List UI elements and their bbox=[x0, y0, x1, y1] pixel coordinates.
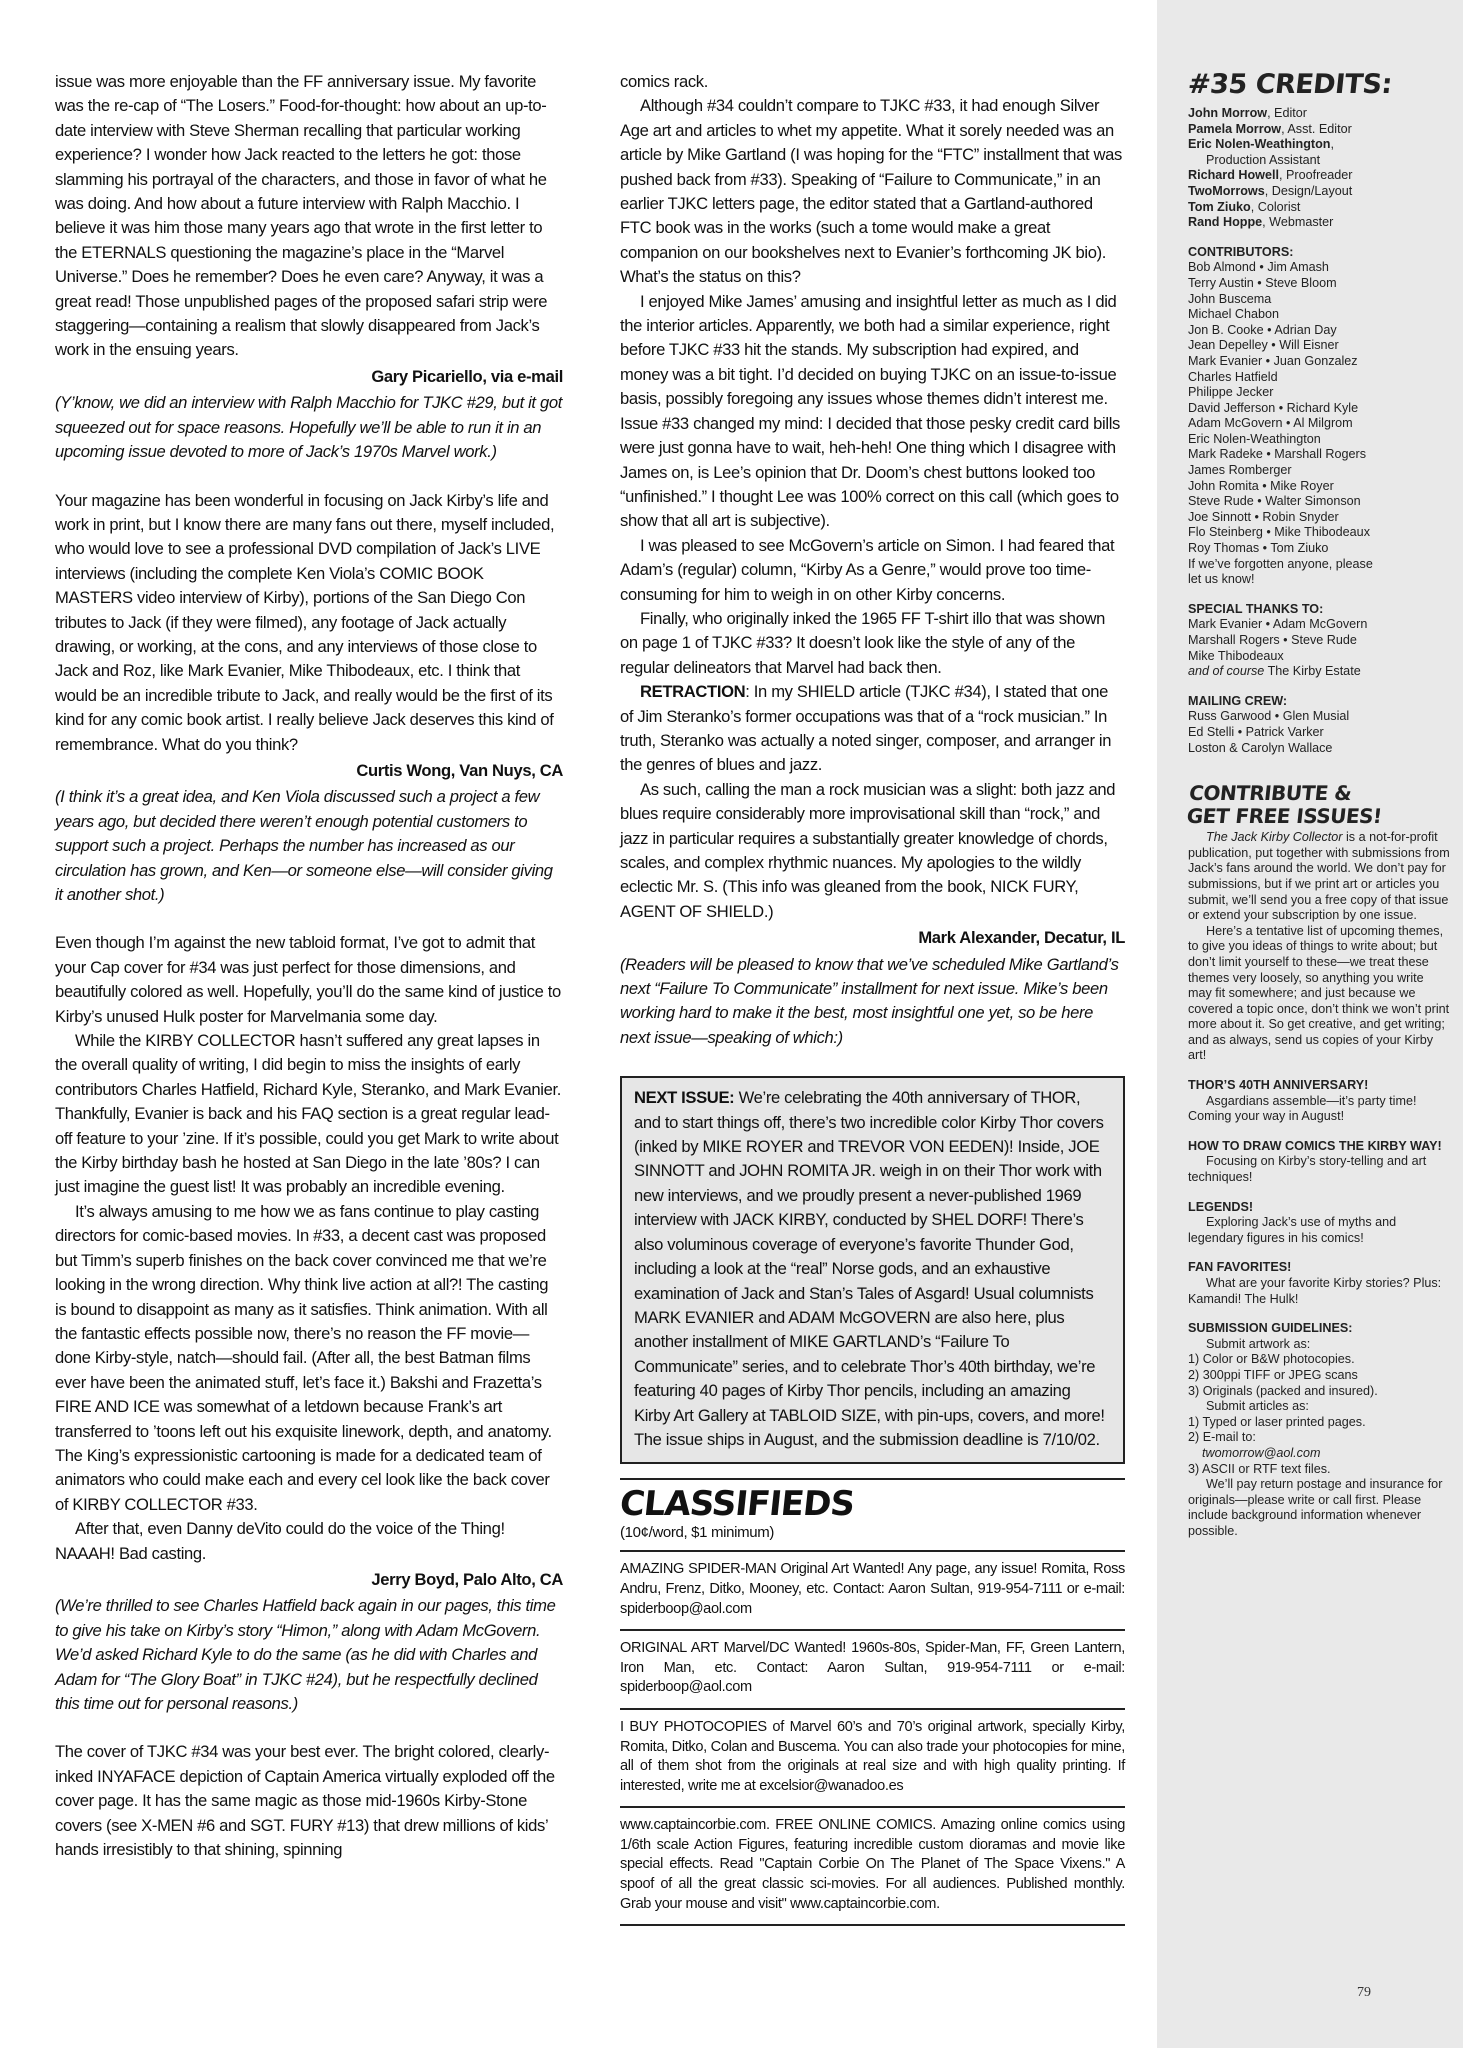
credit-line: John Morrow, Editor bbox=[1188, 106, 1307, 120]
contributor-line: John Buscema bbox=[1188, 291, 1272, 306]
contribute-text: The Jack Kirby Collector is a not-for-profit publication, put together with submissions from Jack’s fans around the world. We don’t pay for submissions, but if we print art or articles you submit, we’ll send you a free copy of that issue or extend your subscription by one issue. bbox=[1188, 830, 1450, 923]
editor-reply: (I think it’s a great idea, and Ken Viola discussed such a project a few years ago, but decided there weren’t enough potential customers to support such a project. Perhaps the number has increased as our circulation has grown, and Ken—or someone else—will consider giving it another shot.) bbox=[55, 787, 553, 904]
page-number: 79 bbox=[1357, 1985, 1371, 2000]
credit-line: Richard Howell, Proofreader bbox=[1188, 168, 1353, 183]
next-issue-label: NEXT ISSUE: bbox=[634, 1088, 735, 1108]
contributor-line: Terry Austin • Steve Bloom bbox=[1188, 275, 1337, 290]
letter-signature: Gary Picariello, via e-mail bbox=[371, 366, 563, 386]
credits-list bbox=[1188, 106, 1450, 231]
letters-column-right bbox=[617, 70, 1125, 1926]
guidelines-closing: We’ll pay return postage and insurance for originals—please write or call first. Please include background information whenever possible. bbox=[1188, 1477, 1443, 1538]
classified-ad: ORIGINAL ART Marvel/DC Wanted! 1960s-80s, Spider-Man, FF, Green Lantern, Iron Man, etc. Contact: Aaron Sultan, 919-954-7111 or e-mail: spiderboop@aol.com bbox=[620, 1629, 1125, 1708]
retraction-text: : In my SHIELD article (TJKC #34), I stated that one of Jim Steranko’s former occupations was that of a “rock musician.” In truth, Steranko was actually a noted singer, composer, and arranger in the genres of blues and jazz. bbox=[620, 682, 1112, 775]
editor-reply: (Y’know, we did an interview with Ralph Macchio for TJKC #29, but it got squeezed out for space reasons. Hopefully we’ll be able to run it in an upcoming issue devoted to more of Jack’s 1970s Marvel work.) bbox=[55, 393, 562, 462]
contributor-line: Charles Hatfield bbox=[1188, 369, 1278, 384]
editor-reply: (Readers will be pleased to know that we’ve scheduled Mike Gartland’s next “Failure To Communicate” installment for next issue. Mike’s been working hard to make it the best, most insightful one yet, so be here next issue—speaking of which:) bbox=[620, 954, 1119, 1047]
contributor-line: Jean Depelley • Will Eisner bbox=[1188, 338, 1339, 353]
letter-paragraph: Your magazine has been wonderful in focusing on Jack Kirby’s life and work in print, but I know there are many fans out there, myself included, who would love to see a professional DVD compilation of Jack’s LIVE interviews (including the complete Ken Viola’s COMIC BOOK MASTERS video interview of Kirby), portions of the San Diego Con tributes to Jack (if they were filmed), any footage of Jack actually drawing, or working, at the cons, and any interviews of those close to Jack and Roz, like Mark Evanier, Mike Thibodeaux, etc. I think that would be an incredible tribute to Jack, and really would be the first of its kind for any comic book artist. I really believe Jack deserves this kind of remembrance. What do you think? bbox=[55, 490, 555, 754]
letter-signature: Mark Alexander, Decatur, IL bbox=[918, 928, 1125, 948]
classified-ad: www.captaincorbie.com. FREE ONLINE COMICS. Amazing online comics using 1/6th scale Action Figures, featuring incredible custom dioramas and movie like special effects. Read "Captain Corbie On The Planet of The Space Vixens." A spoof of all the great classic sci-movies. For all audiences. Published monthly. Grab your mouse and visit" www.captaincorbie.com. bbox=[620, 1806, 1125, 1926]
letter-signature: Curtis Wong, Van Nuys, CA bbox=[356, 760, 563, 780]
contributor-line: James Romberger bbox=[1188, 463, 1292, 478]
theme-head: FAN FAVORITES! bbox=[1188, 1260, 1292, 1275]
guideline-item: 1) Color or B&W photocopies. bbox=[1188, 1352, 1355, 1367]
guideline-item: 3) ASCII or RTF text files. bbox=[1188, 1461, 1331, 1476]
letter-paragraph: I was pleased to see McGovern’s article on Simon. I had feared that Adam’s (regular) column, “Kirby As a Genre,” would prove too time-consuming for him to weigh in on other Kirby concerns. bbox=[620, 535, 1115, 604]
contributor-line: Eric Nolen-Weathington bbox=[1188, 431, 1321, 446]
letter-paragraph: issue was more enjoyable than the FF anniversary issue. My favorite was the re-cap of “The Losers.” Food-for-thought: how about an up-to-date interview with Steve Sherman recalling that particular working experience? I wonder how Jack reacted to the letters he got: those slamming his portrayal of the characters, and those in favor of what he was doing. And how about a future interview with Ralph Macchio. I believe it was him those many years ago that wrote in the first letter to the ETERNALS questioning the magazine’s place in the “Marvel Universe.” Does he remember? Does he even care? Anyway, it was a great read! Those unpublished pages of the proposed safari strip were staggering—containing a realism that slowly disappeared from Jack’s work in the ensuing years. bbox=[55, 72, 548, 360]
thanks-line: and of course The Kirby Estate bbox=[1188, 664, 1361, 679]
letters-column-left bbox=[55, 70, 563, 1862]
letter-paragraph: Although #34 couldn’t compare to TJKC #33, it had enough Silver Age art and articles to whet my appetite. What it sorely needed was an article by Mike Gartland (I was hoping for the “FTC” installment that was pushed back from #33). Speaking of “Failure to Communicate,” in an earlier TJKC letters page, the editor stated that a Gartland-authored FTC book was in the works (such a tome would make a great companion on our bookshelves next to Evanier’s forthcoming JK bio). What’s the status on this? bbox=[620, 96, 1122, 287]
theme-head: THOR’S 40TH ANNIVERSARY! bbox=[1188, 1078, 1369, 1093]
credit-line: Tom Ziuko, Colorist bbox=[1188, 199, 1301, 214]
contributor-line: David Jefferson • Richard Kyle bbox=[1188, 400, 1359, 415]
letter-paragraph: I enjoyed Mike James’ amusing and insightful letter as much as I did the interior articles. Apparently, we both had a similar experience, right before TJKC #33 hit the stands. My subscription had expired, and money was a bit tight. I’d decided on buying TJKC on an issue-to-issue basis, possibly foregoing any issues whose themes didn’t interest me. Issue #33 changed my mind: I decided that those pesky credit card bills were just gonna have to wait, heh-heh! One thing which I disagree with James on, is Lee’s opinion that Dr. Doom’s chest buttons looked too “unfinished.” I thought Lee was 100% correct on this call (which goes to show that all art is subjective). bbox=[620, 291, 1120, 531]
guideline-item: 2) E-mail to: bbox=[1188, 1430, 1256, 1445]
contributor-line: Bob Almond • Jim Amash bbox=[1188, 260, 1329, 275]
thanks-line: Marshall Rogers • Steve Rude bbox=[1188, 633, 1357, 647]
mailing-line: Russ Garwood • Glen Musial bbox=[1188, 709, 1350, 724]
theme-text: Exploring Jack’s use of myths and legendary figures in his comics! bbox=[1188, 1215, 1397, 1245]
credit-line: Eric Nolen-Weathington, bbox=[1188, 137, 1334, 152]
credit-line: Pamela Morrow, Asst. Editor bbox=[1188, 121, 1352, 136]
guidelines-art-intro: Submit artwork as: bbox=[1206, 1336, 1311, 1351]
contributor-line: Michael Chabon bbox=[1188, 307, 1280, 322]
contributor-line: Adam McGovern • Al Milgrom bbox=[1188, 416, 1353, 431]
contributor-line: Philippe Jecker bbox=[1188, 385, 1274, 400]
contributor-line: Joe Sinnott • Robin Snyder bbox=[1188, 509, 1339, 524]
guidelines-articles-intro: Submit articles as: bbox=[1206, 1399, 1309, 1414]
contributor-line: let us know! bbox=[1188, 572, 1255, 587]
mailing-line: Loston & Carolyn Wallace bbox=[1188, 740, 1333, 755]
credit-line: Production Assistant bbox=[1206, 152, 1321, 167]
editor-reply: (We’re thrilled to see Charles Hatfield back again in our pages, this time to give his take on Kirby’s story “Himon,” along with Adam McGovern. We’d asked Richard Kyle to do the same (as he did with Charles and Adam for “The Glory Boat” in TJKC #24), but he respectfully declined this time out for personal reasons.) bbox=[55, 1596, 556, 1713]
next-issue-text: We’re celebrating the 40th anniversary of THOR, and to start things off, there’s two incredible color Kirby Thor covers (inked by MIKE ROYER and TREVOR VON EEDEN)! Inside, JOE SINNOTT and JOHN ROMITA JR. weigh in on their Thor work with new interviews, and we proudly present a never-published 1969 interview with JACK KIRBY, conducted by SHEL DORF! There’s also voluminous coverage of everyone’s favorite Thunder God, including a look at the “real” Norse gods, and an exhaustive examination of Jack and Stan’s Tales of Asgard! Usual columnists MARK EVANIER and ADAM McGOVERN are also here, plus another installment of MIKE GARTLAND’s “Failure To Communicate” series, and to celebrate Thor’s 40th birthday, we’re featuring 40 pages of Kirby Thor pencils, including an amazing Kirby Art Gallery at TABLOID SIZE, with pin-ups, covers, and more! The issue ships in August, and the submission deadline is 7/10/02. bbox=[634, 1088, 1105, 1449]
credit-line: Rand Hoppe, Webmaster bbox=[1188, 215, 1334, 230]
theme-text: Focusing on Kirby’s story-telling and art techniques! bbox=[1188, 1154, 1427, 1185]
guideline-item: 3) Originals (packed and insured). bbox=[1188, 1383, 1378, 1398]
contributor-line: Mark Evanier • Juan Gonzalez bbox=[1188, 353, 1358, 368]
letter-paragraph: Even though I’m against the new tabloid format, I’ve got to admit that your Cap cover for #34 was just perfect for those dimensions, and beautifully colored as well. Hopefully, you’ll do the same kind of justice to Kirby’s unused Hulk poster for Marvelmania some day. bbox=[55, 933, 561, 1026]
theme-head: HOW TO DRAW COMICS THE KIRBY WAY! bbox=[1188, 1138, 1442, 1153]
letter-paragraph: comics rack. bbox=[620, 72, 708, 91]
submission-email[interactable]: twomorrow@aol.com bbox=[1202, 1445, 1321, 1460]
mailing-crew-label: MAILING CREW: bbox=[1188, 693, 1288, 708]
letter-paragraph: The cover of TJKC #34 was your best ever. The bright colored, clearly-inked INYAFACE depiction of Captain America virtually exploded off the cover page. It has the same magic as those mid-1960s Kirby-Stone covers (see X-MEN #6 and SGT. FURY #13) that drew millions of kids’ hands irresistibly to that shining, spinning bbox=[55, 1742, 555, 1860]
themes-intro: Here’s a tentative list of upcoming themes, to give you ideas of things to write about; but don’t limit yourself to these—we treat these themes very loosely, so anything you write may fit somewhere; and just because we covered a topic once, don’t think we won’t print more about it. So get creative, and get writing; and as always, send us copies of your Kirby art! bbox=[1188, 923, 1450, 1063]
classified-ad: AMAZING SPIDER-MAN Original Art Wanted! Any page, any issue! Romita, Ross Andru, Frenz, Ditko, Mooney, etc. Contact: Aaron Sultan, 919-954-7111 or e-mail: spiderboop@aol.com bbox=[620, 1550, 1125, 1629]
letter-paragraph: After that, even Danny deVito could do the voice of the Thing! NAAAH! Bad casting. bbox=[55, 1519, 505, 1563]
contributor-line: John Romita • Mike Royer bbox=[1188, 478, 1334, 493]
thanks-line: Mike Thibodeaux bbox=[1188, 648, 1284, 663]
letter-paragraph: As such, calling the man a rock musician was a slight: both jazz and blues require considerably more improvisational skill than “rock,” and jazz in particular requires a substantially greater knowledge of chords, scales, and complex rhythmic nuances. My apologies to the wildly eclectic Mr. S. (This info was gleaned from the book, NICK FURY, AGENT OF SHIELD.) bbox=[620, 779, 1116, 921]
classifieds-rate: (10¢/word, $1 minimum) bbox=[620, 1524, 775, 1542]
next-issue-box bbox=[620, 1076, 1125, 1464]
retraction-label: RETRACTION bbox=[640, 682, 746, 702]
contributor-line: Jon B. Cooke • Adrian Day bbox=[1188, 322, 1337, 337]
contributor-line: Roy Thomas • Tom Ziuko bbox=[1188, 541, 1329, 556]
classifieds-title: CLASSIFIEDS bbox=[617, 1484, 856, 1525]
credits-title: #35 CREDITS: bbox=[1186, 69, 1394, 100]
contribute-title: CONTRIBUTE & GET FREE ISSUES! bbox=[1185, 781, 1383, 829]
thanks-line: Mark Evanier • Adam McGovern bbox=[1188, 617, 1368, 632]
letter-paragraph: Finally, who originally inked the 1965 FF T-shirt illo that was shown on page 1 of TJKC #33? It doesn’t look like the style of any of the regular delineators that Marvel had back then. bbox=[620, 608, 1105, 677]
credits-sidebar bbox=[1185, 69, 1450, 1540]
letter-paragraph: It’s always amusing to me how we as fans continue to play casting directors for comic-based movies. In #33, a decent cast was proposed but Timm’s superb finishes on the back cover convinced me that we’re looking in the wrong direction. Why think live action at all?! The casting is bound to disappoint as many as it satisfies. Think animation. With all the fantastic effects possible now, there’s no reason the FF movie—done Kirby-style, natch—should fail. (After all, the best Batman films ever have been the animated stuff, let’s face it.) Bakshi and Frazetta’s FIRE AND ICE was somewhat of a letdown because Frank’s art transferred to ’toons left out his exquisite linework, depth, and anatomy. The King’s expressionistic cartooning is made for a dedicated team of animators who could make each and every cel look like the back cover of KIRBY COLLECTOR #33. bbox=[55, 1201, 552, 1514]
theme-head: LEGENDS! bbox=[1188, 1199, 1254, 1214]
guideline-item: 1) Typed or laser printed pages. bbox=[1188, 1414, 1366, 1429]
mailing-line: Ed Stelli • Patrick Varker bbox=[1188, 724, 1324, 739]
classifieds-section bbox=[617, 1478, 1125, 1926]
contributor-line: Mark Radeke • Marshall Rogers bbox=[1188, 447, 1366, 462]
theme-text: Asgardians assemble—it’s party time! Coming your way in August! bbox=[1188, 1093, 1417, 1124]
special-thanks-label: SPECIAL THANKS TO: bbox=[1188, 601, 1324, 616]
classified-ad: I BUY PHOTOCOPIES of Marvel 60’s and 70’s original artwork, specially Kirby, Romita, Ditko, Colan and Buscema. You can also trade your photocopies for mine, all of them shot from the originals at real size and with high quality printing. If interested, write me at excelsior@wanadoo.es bbox=[620, 1708, 1125, 1806]
contributor-line: If we’ve forgotten anyone, please bbox=[1188, 556, 1373, 571]
contributors-label: CONTRIBUTORS: bbox=[1188, 244, 1294, 259]
contributor-line: Flo Steinberg • Mike Thibodeaux bbox=[1188, 525, 1370, 540]
retraction-paragraph bbox=[620, 680, 1125, 778]
letter-paragraph: While the KIRBY COLLECTOR hasn’t suffered any great lapses in the overall quality of writing, I did begin to miss the insights of early contributors Charles Hatfield, Richard Kyle, Steranko, and Mark Evanier. Thankfully, Evanier is back and his FAQ section is a great regular lead-off feature to your ’zine. If it’s possible, could you get Mark to write about the Kirby birthday bash he hosted at San Diego in the late ’80s? I can just imagine the guest list! It was probably an incredible evening. bbox=[55, 1031, 562, 1197]
credit-line: TwoMorrows, Design/Layout bbox=[1188, 183, 1353, 198]
guideline-item: 2) 300ppi TIFF or JPEG scans bbox=[1188, 1367, 1358, 1382]
guidelines-label: SUBMISSION GUIDELINES: bbox=[1188, 1321, 1353, 1336]
contributors-list bbox=[1188, 260, 1450, 587]
theme-text: What are your favorite Kirby stories? Plus: Kamandi! The Hulk! bbox=[1188, 1276, 1442, 1306]
contributor-line: Steve Rude • Walter Simonson bbox=[1188, 494, 1361, 509]
letter-signature: Jerry Boyd, Palo Alto, CA bbox=[371, 1569, 563, 1589]
